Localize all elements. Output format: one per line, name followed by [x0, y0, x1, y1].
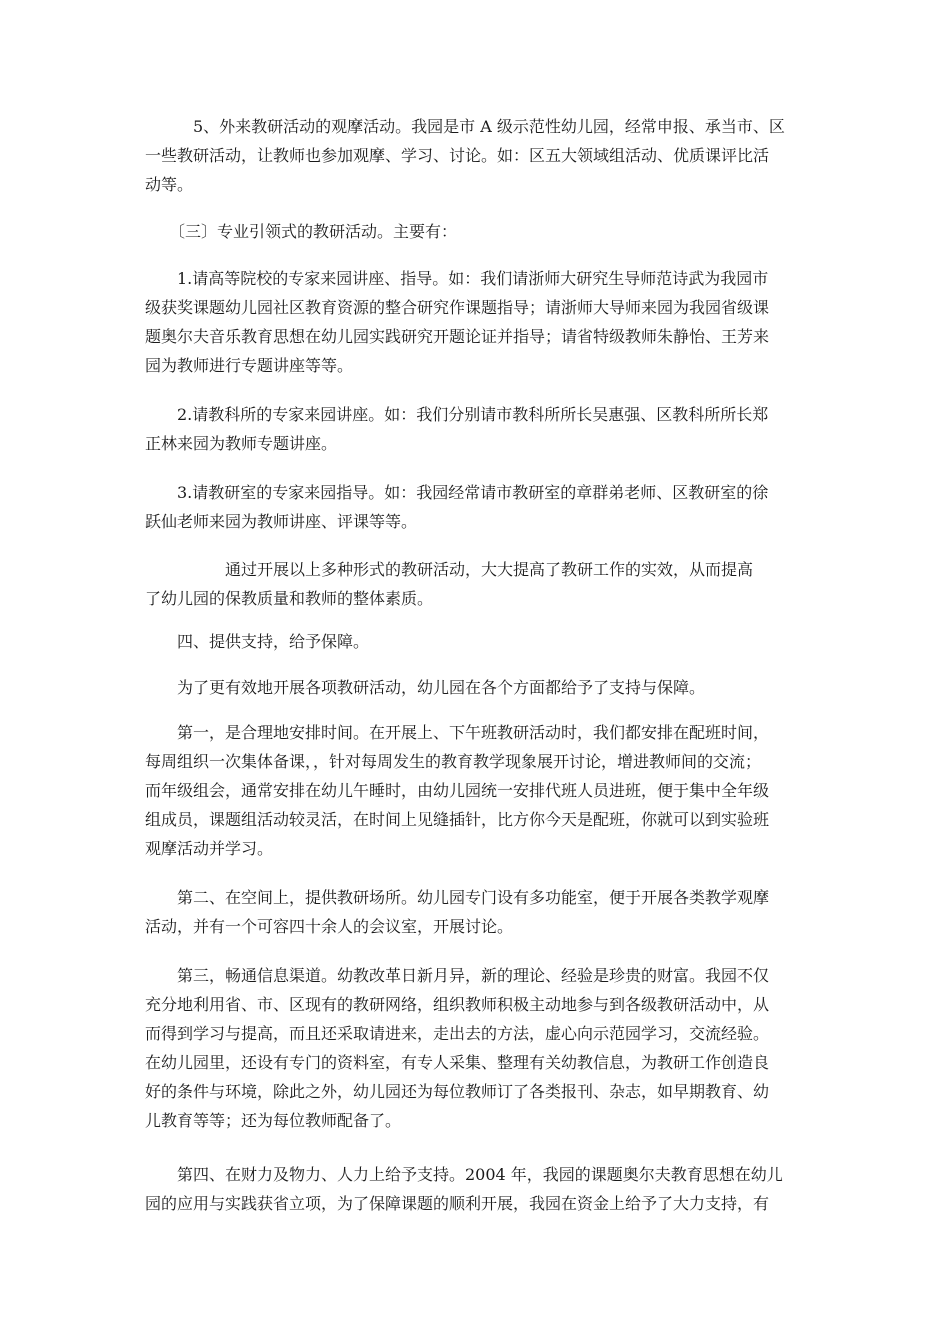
paragraph-external-observation: [145, 112, 805, 199]
text-line: 活动，并有一个可容四十余人的会议室，开展讨论。: [145, 917, 514, 936]
text-line: 园的应用与实践获省立项，为了保障课题的顺利开展，我园在资金上给予了大力支持，有: [145, 1194, 770, 1213]
text-line: 而得到学习与提高，而且还采取请进来，走出去的方法，虚心向示范园学习，交流经验。: [145, 1024, 770, 1043]
paragraph-teaching-office-experts: [145, 478, 805, 536]
text-line: 了幼儿园的保教质量和教师的整体素质。: [145, 589, 434, 608]
text-line: 动等。: [145, 175, 194, 194]
text-line: 第一，是合理地安排时间。在开展上、下午班教研活动时，我们都安排在配班时间，: [145, 723, 770, 742]
text-line: 观摩活动并学习。: [145, 839, 274, 858]
text-line: 3.请教研室的专家来园指导。如：我园经常请市教研室的章群弟老师、区教研室的徐: [145, 483, 769, 502]
text-line: 1.请高等院校的专家来园讲座、指导。如：我们请浙师大研究生导师范诗武为我园市: [145, 269, 769, 288]
text-line: 好的条件与环境，除此之外，幼儿园还为每位教师订了各类报刊、杂志，如早期教育、幼: [145, 1082, 770, 1101]
text-line: 跃仙老师来园为教师讲座、评课等等。: [145, 512, 418, 531]
text-line: 在幼儿园里，还设有专门的资料室，有专人采集、整理有关幼教信息，为教研工作创造良: [145, 1053, 770, 1072]
text-line: 第三，畅通信息渠道。幼教改革日新月异，新的理论、经验是珍贵的财富。我园不仅: [145, 966, 770, 985]
text-line: 题奥尔夫音乐教育思想在幼儿园实践研究开题论证并指导；请省特级教师朱静怡、王芳来: [145, 327, 770, 346]
text-line: 〔三〕专业引领式的教研活动。主要有：: [145, 222, 458, 241]
text-line: 第二、在空间上，提供教研场所。幼儿园专门设有多功能室，便于开展各类教学观摩: [145, 888, 770, 907]
text-line: 5、外来教研活动的观摩活动。我园是市 A 级示范性幼儿园，经常申报、承当市、区: [145, 117, 785, 136]
paragraph-fourth-resources: [145, 1160, 805, 1218]
text-line: 每周组织一次集体备课，，针对每周发生的教育教学现象展开讨论，增进教师间的交流；: [145, 752, 762, 771]
text-line: 为了更有效地开展各项教研活动，幼儿园在各个方面都给予了支持与保障。: [145, 678, 706, 697]
paragraph-education-institute-experts: [145, 400, 805, 458]
text-line: 通过开展以上多种形式的教研活动，大大提高了教研工作的实效，从而提高: [145, 560, 754, 579]
paragraph-university-experts: [145, 264, 805, 380]
paragraph-third-information: [145, 961, 805, 1135]
paragraph-heading-professional-guidance: [145, 217, 805, 246]
text-line: 第四、在财力及物力、人力上给予支持。2004 年，我园的课题奥尔夫教育思想在幼儿: [145, 1165, 783, 1184]
text-line: 园为教师进行专题讲座等等。: [145, 356, 354, 375]
paragraph-support-intro: [145, 673, 805, 702]
paragraph-first-time: [145, 718, 805, 863]
paragraph-second-space: [145, 883, 805, 941]
text-line: 级获奖课题幼儿园社区教育资源的整合研究作课题指导；请浙师大导师来园为我园省级课: [145, 298, 770, 317]
text-line: 四、提供支持，给予保障。: [145, 632, 370, 651]
text-line: 充分地利用省、市、区现有的教研网络，组织教师积极主动地参与到各级教研活动中，从: [145, 995, 770, 1014]
paragraph-summary: [145, 555, 805, 613]
text-line: 2.请教科所的专家来园讲座。如：我们分别请市教科所所长吴惠强、区教科所所长郑: [145, 405, 769, 424]
text-line: 而年级组会，通常安排在幼儿午睡时，由幼儿园统一安排代班人员进班，便于集中全年级: [145, 781, 770, 800]
text-line: 儿教育等等；还为每位教师配备了。: [145, 1111, 402, 1130]
text-line: 一些教研活动，让教师也参加观摩、学习、讨论。如：区五大领域组活动、优质课评比活: [145, 146, 770, 165]
text-line: 组成员，课题组活动较灵活，在时间上见缝插针，比方你今天是配班，你就可以到实验班: [145, 810, 770, 829]
text-line: 正林来园为教师专题讲座。: [145, 434, 338, 453]
paragraph-heading-support: [145, 627, 805, 656]
